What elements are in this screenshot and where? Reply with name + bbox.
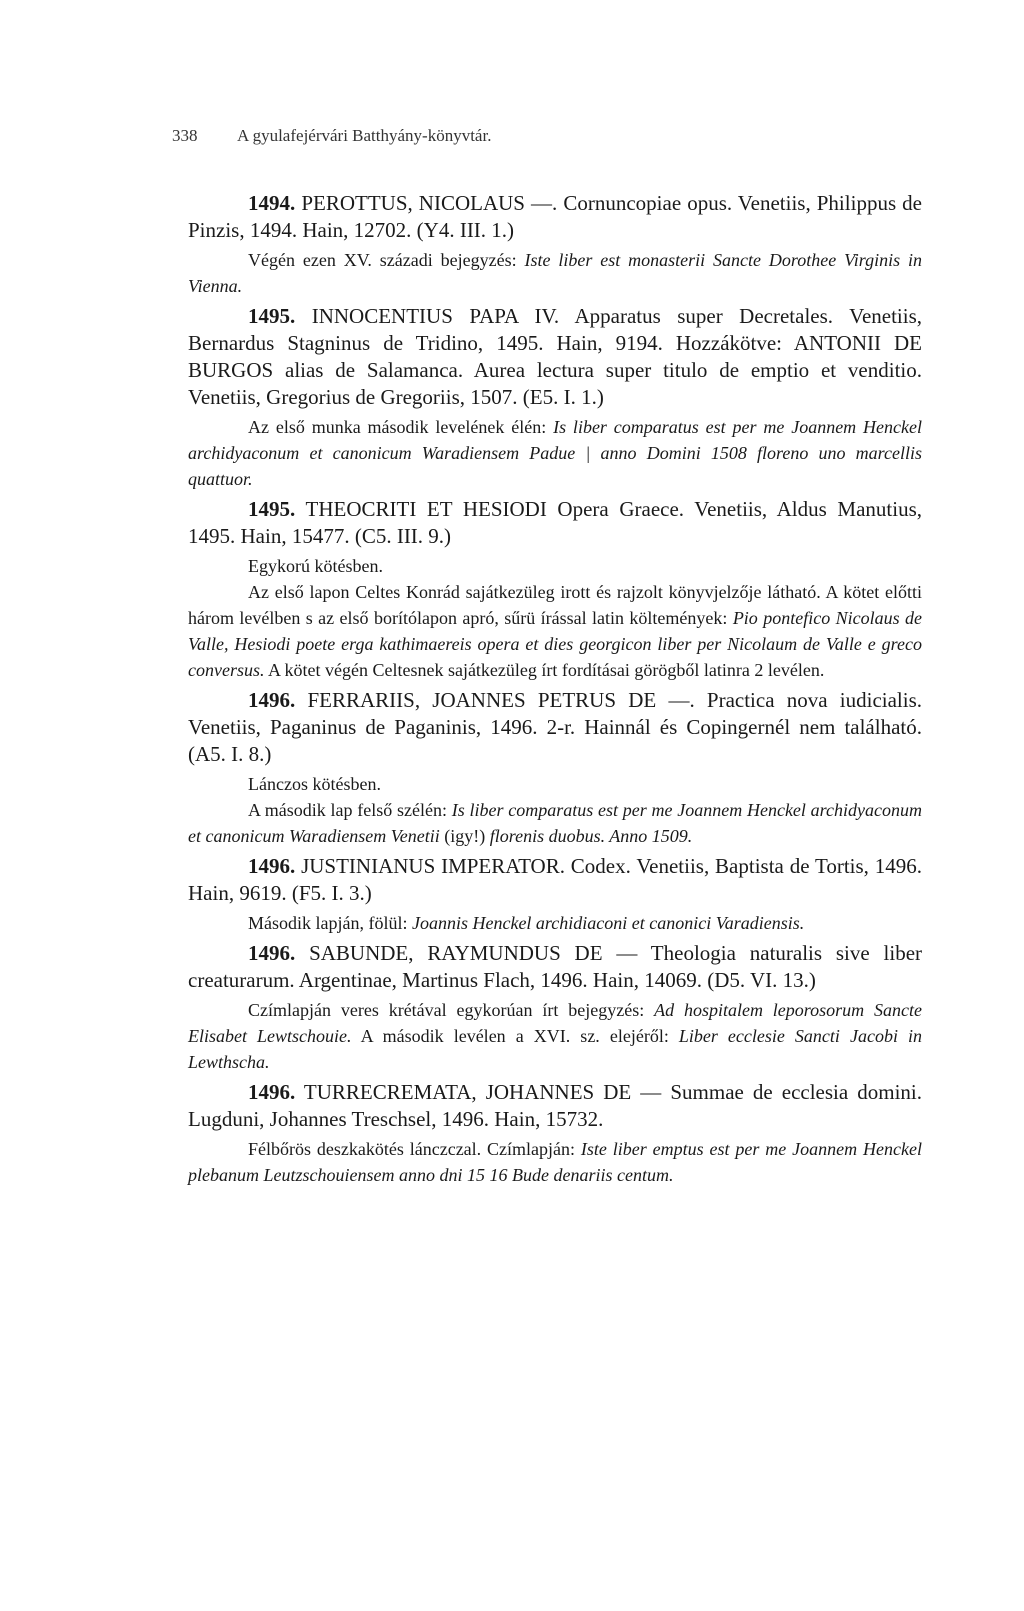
entry-text: JUSTINIANUS IMPERATOR. Codex. Venetiis, Baptista de Tortis, 1496. Hain, 9619. (F5. I. 3.) — [188, 854, 922, 905]
note-inscription: florenis duobus. Anno 1509. — [489, 826, 693, 846]
entry-text: PEROTTUS, NICOLAUS —. Cornuncopiae opus. Venetiis, Philippus de Pinzis, 1494. Hain, 12702. (Y4. III. 1.) — [188, 191, 922, 242]
entry-heading — [188, 940, 922, 994]
entry-year: 1495. — [248, 497, 296, 521]
note-text: A második levélen a XVI. sz. elejéről: — [351, 1026, 679, 1046]
catalogue-entry — [188, 687, 922, 849]
entry-heading — [188, 496, 922, 550]
entry-text: INNOCENTIUS PAPA IV. Apparatus super Decretales. Venetiis, Bernardus Stagninus de Tridino, 1495. Hain, 9194. Hozzákötve: ANTONII DE BURGOS alias de Salamanca. Aurea lectura super titulo de emptio et venditio. Venetiis, Gregorius de Gregoriis, 1507. (E5. I. 1.) — [188, 304, 923, 409]
note-text: Az első munka második levelének élén: — [248, 417, 554, 437]
entry-heading — [188, 190, 922, 244]
entry-note — [188, 1136, 922, 1188]
entry-note — [188, 771, 922, 797]
note-text: (igy!) — [439, 826, 490, 846]
entry-text: FERRARIIS, JOANNES PETRUS DE —. Practica nova iudicialis. Venetiis, Paganinus de Paganinis, 1496. 2-r. Hainnál és Copingernél nem található. (A5. I. 8.) — [188, 688, 923, 766]
note-inscription: Liber ecclesie Sancti Jacobi in Lewthscha. — [188, 1026, 923, 1072]
catalogue-entry — [188, 496, 922, 683]
entry-year: 1496. — [248, 688, 296, 712]
entry-year: 1496. — [248, 854, 296, 878]
note-inscription: Is liber comparatus est per me Joannem Henckel archidyaconum et canonicum Waradiensem Padue | anno Domini 1508 floreno uno marcellis quattuor. — [188, 417, 922, 489]
entry-note — [188, 797, 922, 849]
entry-note — [188, 997, 922, 1075]
catalogue-entry — [188, 303, 922, 492]
note-inscription: Joannis Henckel archidiaconi et canonici Varadiensis. — [411, 913, 805, 933]
note-inscription: Iste liber est monasterii Sancte Dorothee Virginis in Vienna. — [188, 250, 922, 296]
note-inscription: Iste liber emptus est per me Joannem Henckel plebanum Leutzschouiensem anno dni 15 16 Bude denariis centum. — [188, 1139, 922, 1185]
entry-note — [188, 579, 922, 683]
entry-year: 1496. — [248, 941, 296, 965]
entry-heading — [188, 687, 922, 768]
note-text: Végén ezen XV. századi bejegyzés: — [248, 250, 525, 270]
note-inscription: Ad hospitalem leporosorum Sancte Elisabet Lewtschouie. — [188, 1000, 922, 1046]
note-text: Második lapján, fölül: — [248, 913, 412, 933]
note-text: A második lap felső szélén: — [248, 800, 452, 820]
note-text: A kötet végén Celtesnek sajátkezüleg írt fordításai görögből latinra 2 levélen. — [264, 660, 825, 680]
entry-text: THEOCRITI ET HESIODI Opera Graece. Venetiis, Aldus Manutius, 1495. Hain, 15477. (C5. III. 9.) — [188, 497, 923, 548]
catalogue-entry — [188, 1079, 922, 1188]
entry-year: 1494. — [248, 191, 296, 215]
catalogue-entry — [188, 190, 922, 299]
note-text: Az első lapon Celtes Konrád sajátkezüleg irott és rajzolt könyvjelzője látható. A kötet előtti három levélben s az első borítólapon apró, sűrü írással latin költemények: — [188, 582, 922, 628]
entry-heading — [188, 853, 922, 907]
note-inscription: Pio pontefico Nicolaus de Valle, Hesiodi poete erga kathimaereis opera et dies georgicon liber per Nicolaum de Valle e greco conversus. — [188, 608, 922, 680]
catalogue-column — [188, 190, 922, 1192]
entry-note — [188, 247, 922, 299]
entry-note — [188, 414, 922, 492]
entry-heading — [188, 1079, 922, 1133]
catalogue-entry — [188, 940, 922, 1075]
note-text: Félbőrös deszkakötés lánczczal. Czímlapján: — [248, 1139, 581, 1159]
entry-text: SABUNDE, RAYMUNDUS DE — Theologia naturalis sive liber creaturarum. Argentinae, Martinus Flach, 1496. Hain, 14069. (D5. VI. 13.) — [188, 941, 923, 992]
entry-note — [188, 910, 922, 936]
note-text: Egykorú kötésben. — [248, 556, 383, 576]
catalogue-entry — [188, 853, 922, 936]
note-text: Lánczos kötésben. — [248, 774, 381, 794]
entry-year: 1495. — [248, 304, 296, 328]
entry-text: TURRECREMATA, JOHANNES DE — Summae de ecclesia domini. Lugduni, Johannes Treschsel, 1496. Hain, 15732. — [188, 1080, 922, 1131]
note-text: Czímlapján veres krétával egykorúan írt bejegyzés: — [248, 1000, 655, 1020]
page-number: 338 — [172, 126, 198, 145]
running-title: A gyulafejérvári Batthyány-könyvtár. — [237, 126, 492, 145]
entry-heading — [188, 303, 922, 411]
entry-note — [188, 553, 922, 579]
note-inscription: Is liber comparatus est per me Joannem Henckel archidyaconum et canonicum Waradiensem Venetii — [188, 800, 922, 846]
entry-year: 1496. — [248, 1080, 296, 1104]
